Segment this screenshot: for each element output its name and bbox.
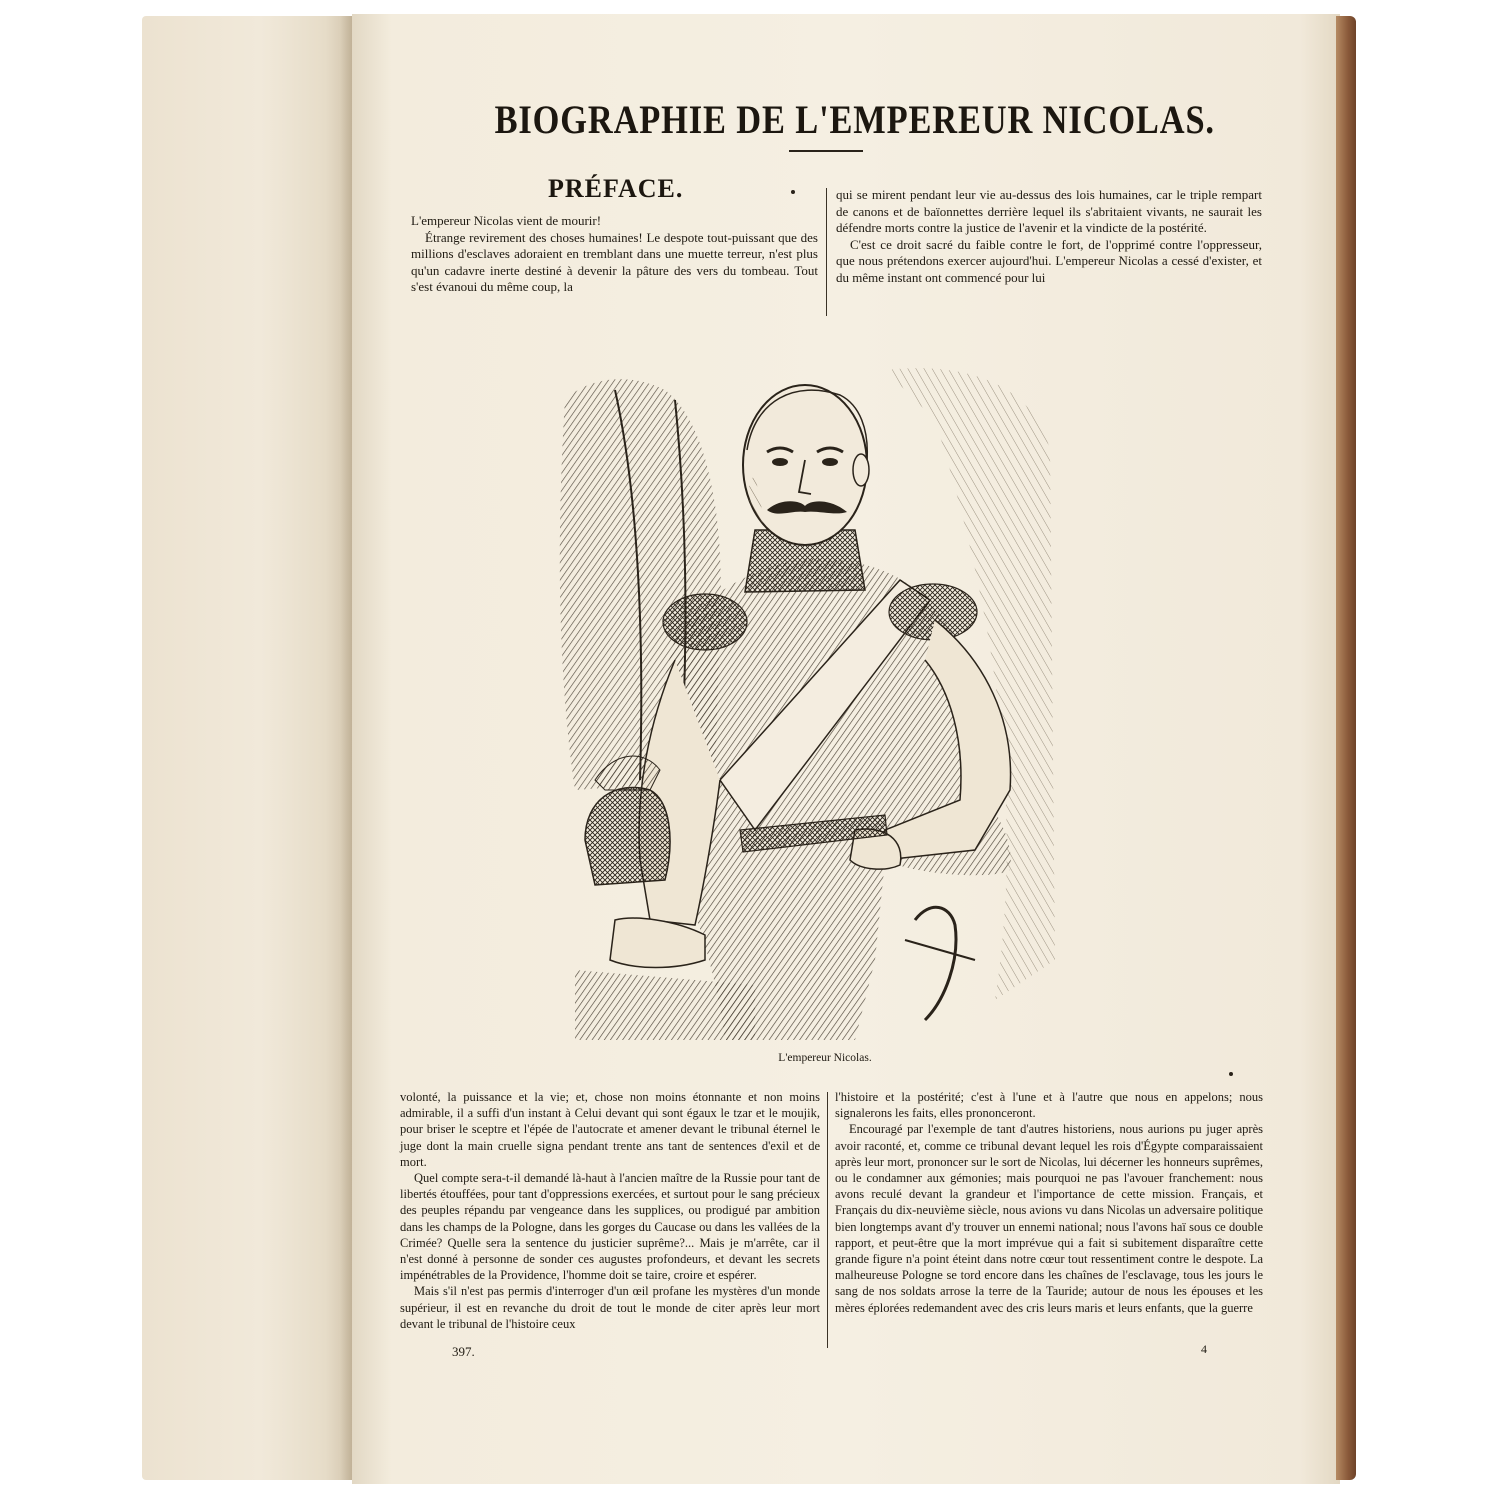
preface-column-top-right — [836, 187, 1262, 286]
figure-caption: L'empereur Nicolas. — [778, 1052, 872, 1064]
paragraph: l'histoire et la postérité; c'est à l'une et à l'autre que nous en appelons; nous signalerons les faits, elles prononceront. — [835, 1090, 1263, 1121]
portrait-engraving — [555, 360, 1060, 1040]
paragraph: Mais s'il n'est pas permis d'interroger d'un œil profane les mystères d'un monde supérieur, il est en revanche du droit de tout le monde de citer après leur mort devant le tribunal de l'histoire ceux — [400, 1284, 820, 1331]
book-cover-edge — [1336, 16, 1356, 1480]
page-number: 397. — [452, 1344, 475, 1359]
signature-mark: 4 — [1201, 1342, 1207, 1356]
paragraph: Quel compte sera-t-il demandé là-haut à l'ancien maître de la Russie pour tant de libertés étouffées, pour tant d'oppressions exercées, et surtout pour le sang précieux des peuples répandu par vengeance dans les supplices, ou prodigué par ambition dans les champs de la Pologne, dans les gorges du Caucase ou dans les vallées de la Crimée? Quelle sera la sentence du justicier suprême?... Mais je m'arrête, car il n'est donné à personne de sonder ces augustes profondeurs, et devant les secrets impénétrables de la Providence, l'homme doit se taire, croire et espérer. — [400, 1171, 820, 1283]
title-rule — [789, 150, 863, 152]
paragraph: Encouragé par l'exemple de tant d'autres historiens, nous aurions pu juger après avoir raconté, et, comme ce tribunal devant lequel les rois d'Égypte comparaissaient après leur mort, prononcer sur le sort de Nicolas, lui décerner les honneurs suprêmes, ou le condamner aux gémonies; mais pourquoi ne pas l'avouer franchement: nous avons reculé devant la grandeur et l'importance de cette mission. Français, et Français du dix-neuvième siècle, nous avions vu dans Nicolas un adversaire politique bien longtemps avant d'y trouver un ennemi national; nous l'avons haï sous ce double rapport, et peut-être que la mort imprévue qui a fait si subitement disparaître cette grande figure n'a point éteint dans notre cœur tout ressentiment contre le despote. La malheureuse Pologne se tord encore dans les chaînes de l'esclavage, tous les jours le sang de nos soldats arrose la terre de la Tauride; autour de nous les épouses et les mères éplorées redemandent avec des cris leurs maris et leurs enfants, que la guerre — [835, 1122, 1263, 1315]
paragraph: volonté, la puissance et la vie; et, chose non moins étonnante et non moins admirable, il a suffi d'un instant à Celui devant qui sont égaux le tzar et le moujik, pour briser le sceptre et l'épée de l'autocrate et amener devant le tribunal éternel le juge dont la main cruelle signa pendant trente ans tant de sentences d'exil et de mort. — [400, 1090, 820, 1169]
preface-column-bottom-right — [835, 1089, 1263, 1316]
preface-heading: PRÉFACE. — [548, 174, 684, 203]
preface-column-top-left — [411, 213, 818, 296]
ornament-dot — [791, 190, 795, 194]
left-page — [142, 16, 358, 1480]
paragraph: qui se mirent pendant leur vie au-dessus des lois humaines, car le triple rempart de canons et de baïonnettes derrière lequel ils s'abritaient vivants, ne saurait les défendre morts contre la justice de l'avenir et la vindicte de la postérité. — [836, 187, 1262, 235]
ornament-dot — [1229, 1072, 1233, 1076]
paragraph: C'est ce droit sacré du faible contre le fort, de l'opprimé contre l'oppresseur, que nous prétendons exercer aujourd'hui. L'empereur Nicolas a cessé d'exister, et du même instant ont commencé pour lui — [836, 236, 1262, 285]
page-title: BIOGRAPHIE DE L'EMPEREUR NICOLAS. — [494, 97, 1215, 142]
column-divider — [826, 188, 827, 316]
preface-column-bottom-left — [400, 1089, 820, 1332]
paragraph: L'empereur Nicolas vient de mourir! — [411, 213, 602, 228]
column-divider — [827, 1092, 828, 1348]
paragraph: Étrange revirement des choses humaines! Le despote tout-puissant que des millions d'esclaves adoraient en tremblant dans une muette terreur, n'est plus qu'un cadavre inerte destiné à devenir la pâture des vers du tombeau. Tout s'est évanoui du même coup, la — [411, 229, 818, 294]
